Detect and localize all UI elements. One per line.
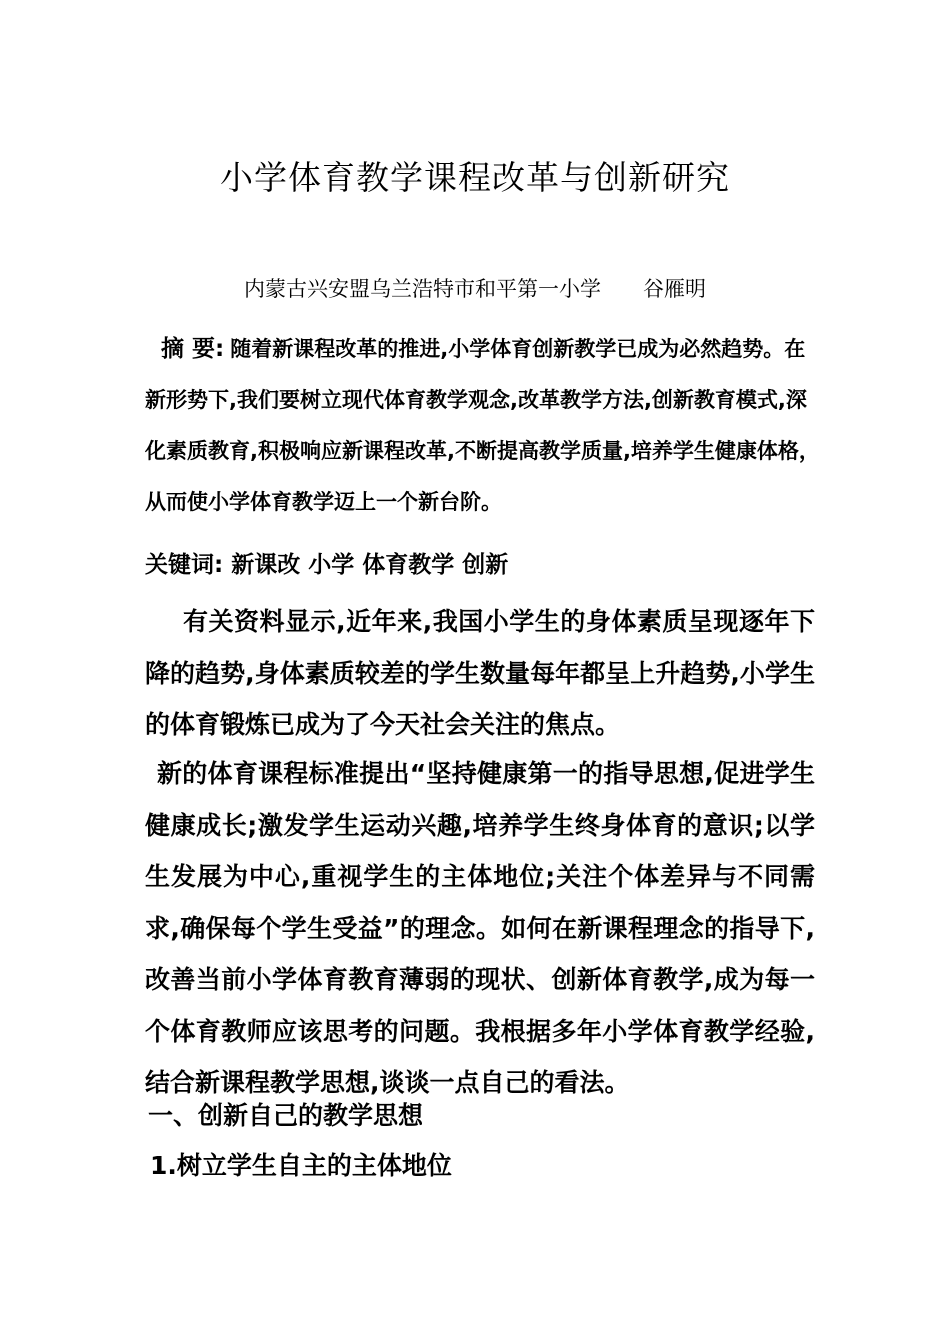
author-name: 谷雁明	[643, 277, 706, 301]
subsection-heading: 1.树立学生自主的主体地位	[150, 1151, 452, 1180]
section-heading: 一、创新自己的教学思想	[148, 1101, 424, 1130]
keywords: 关键词: 新课改 小学 体育教学 创新	[145, 552, 509, 578]
abstract	[145, 324, 825, 528]
paragraph-2: 新的体育课程标准提出“坚持健康第一的指导思想,促进学生健康成长;激发学生运动兴趣,培养学生终身体育的意识;以学生发展为中心,重视学生的主体地位;关注个体差异与不同需求,确保每个学生受益”的理念。如何在新课程理念的指导下,改善当前小学体育教育薄弱的现状、创新体育教学,成为每一个体育教师应该思考的问题。我根据多年小学体育教学经验,结合新课程教学思想,谈谈一点自己的看法。	[145, 759, 815, 1097]
document-title: 小学体育教学课程改革与创新研究	[220, 158, 730, 197]
paragraph-1: 有关资料显示,近年来,我国小学生的身体素质呈现逐年下降的趋势,身体素质较差的学生数量每年都呈上升趋势,小学生的体育锻炼已成为了今天社会关注的焦点。	[145, 607, 815, 739]
abstract-text: 随着新课程改革的推进,小学体育创新教学已成为必然趋势。在新形势下,我们要树立现代体育教学观念,改革教学方法,创新教育模式,深化素质教育,积极响应新课程改革,不断提高教学质量,培养学生健康体格，从而使小学体育教学迈上一个新台阶。	[145, 337, 820, 514]
school-name: 内蒙古兴安盟乌兰浩特市和平第一小学	[244, 277, 601, 301]
author-line	[0, 272, 950, 306]
abstract-label: 摘 要:	[161, 336, 225, 362]
